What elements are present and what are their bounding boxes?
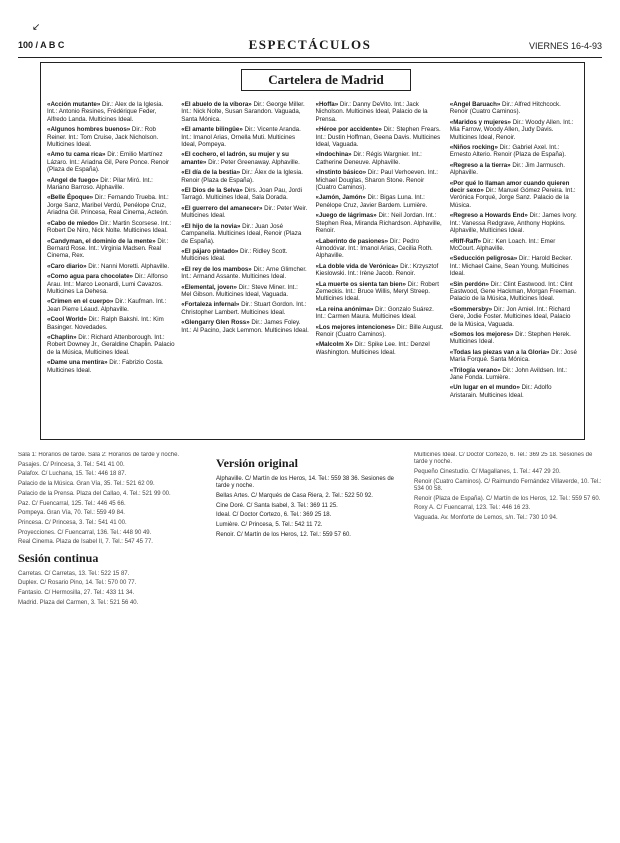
film-title: «Chaplin»	[47, 333, 77, 341]
film-entry	[47, 298, 175, 313]
film-entry	[181, 301, 309, 316]
cartelera-box	[40, 62, 585, 440]
film-entry	[47, 151, 175, 173]
theater-listing: Palacio de la Música. Gran Vía, 35. Tel.: 521 62 09.	[18, 481, 155, 488]
film-details: Dir.: Adolfo Aristarain. Multicines Ideal.	[449, 384, 552, 399]
film-entry	[181, 205, 309, 220]
film-entry	[450, 180, 578, 210]
theater-listings	[18, 452, 602, 832]
film-details: Dir.: John Avildsen. Int.: Jane Fonda. Lumière.	[449, 366, 567, 381]
film-details: Dir.: Steve Miner. Int.: Mel Gibson. Multicines Ideal, Vaguada.	[181, 283, 298, 298]
theater-listing: Renoir (Cuatro Caminos). C/ Raimundo Fernández Villaverde, 10. Tel.: 534 00 58.	[414, 478, 602, 492]
film-entry	[47, 126, 175, 148]
film-entry	[47, 194, 175, 216]
film-entry	[450, 331, 578, 346]
film-entry	[47, 220, 175, 235]
film-title: «Somos los mejores»	[449, 330, 514, 338]
version-original-title: Versión original	[216, 456, 298, 470]
film-entry	[47, 359, 175, 374]
film-entry	[316, 151, 444, 166]
film-entry	[47, 101, 175, 123]
film-entry	[47, 334, 175, 356]
film-title: «El rey de los mambos»	[181, 265, 252, 273]
film-title: «Amo tu cama rica»	[47, 151, 106, 159]
film-title: «Sin perdón»	[449, 280, 489, 288]
film-details: Dir.: Rob Reiner. Int.: Tom Cruise, Jack Nicholson. Multicines Ideal.	[47, 126, 159, 149]
header-rule	[18, 57, 602, 58]
film-title: «El pájaro pintado»	[181, 247, 239, 255]
film-details: Dirs. Joan Pau, Jordi Tarragó. Multicines Ideal, Sala Dorada.	[181, 187, 302, 202]
film-title: «El cochero, el ladrón, su mujer y su amante»	[181, 151, 289, 166]
film-title: «Hoffa»	[315, 101, 339, 108]
film-entry	[450, 238, 578, 253]
theater-listing: Real Cinema. Plaza de Isabel II, 7. Tel.: 547 45 77.	[18, 539, 153, 546]
theater-listing: Renoir (Plaza de España). C/ Martín de los Heros, 12. Tel.: 559 57 60.	[414, 495, 601, 502]
film-entry	[450, 101, 578, 116]
theater-listing: Duplex. C/ Rosario Pino, 14. Tel.: 570 00 77.	[18, 580, 137, 587]
theater-listing: Sala 1: Horarios de tarde. Sala 2: Horarios de tarde y noche.	[18, 452, 180, 458]
theater-listing: Alphaville. C/ Martín de los Heros, 14. Tel.: 559 38 36. Sesiones de tarde y noche.	[216, 476, 394, 490]
theater-listing: Carretas. C/ Carretas, 13. Tel.: 522 15 87.	[18, 570, 130, 577]
film-title: «Malcolm X»	[315, 341, 353, 349]
film-entry	[47, 273, 175, 295]
film-entry	[181, 151, 309, 166]
film-details: Dir.: Danny DeVito. Int.: Jack Nicholson. Multicines Ideal, Palacio de la Prensa.	[315, 101, 428, 123]
film-title: «La doble vida de Verónica»	[315, 262, 399, 270]
cartelera-title: Cartelera de Madrid	[241, 69, 411, 91]
film-details: Dir.: Ralph Bakshi. Int.: Kim Basinger. Novedades.	[47, 316, 164, 331]
film-title: «La reina anónima»	[315, 305, 374, 313]
film-details: Dir.: Fernando Trueba. Int.: Jorge Sanz, Maribel Verdú, Penélope Cruz, Ariadna Gil. Princesa, Real Cinema, Acteón.	[47, 194, 169, 217]
film-title: «Juego de lágrimas»	[315, 212, 377, 220]
film-title: «Laberinto de pasiones»	[315, 237, 389, 245]
film-title: «El hijo de la novia»	[181, 222, 241, 230]
cartelera-column-2	[181, 101, 309, 433]
film-details: Dir.: Stuart Gordon. Int.: Christopher Lambert. Multicines Ideal.	[181, 301, 307, 316]
film-title: «Crimen en el cuerpo»	[47, 298, 114, 306]
film-details: Dir.: Nanni Moretti. Alphaville.	[86, 262, 170, 270]
film-title: «El abuelo de la víbora»	[181, 101, 252, 108]
listings-column-1	[18, 452, 206, 832]
film-details: Dir.: Harold Becker. Int.: Michael Caine, Sean Young. Multicines Ideal.	[449, 255, 573, 278]
film-details: Dir.: James Ivory. Int.: Vanessa Redgrave, Anthony Hopkins. Alphaville, Multicines Ideal.	[449, 212, 577, 235]
film-title: «Belle Époque»	[47, 194, 94, 202]
film-entry	[181, 248, 309, 263]
film-entry	[316, 281, 444, 303]
film-entry	[450, 144, 578, 159]
film-title: «Todas las piezas van a la Gloria»	[449, 348, 550, 356]
film-title: «Regreso a Howards End»	[449, 212, 528, 220]
page-date: VIERNES 16-4-93	[528, 41, 602, 51]
theater-listing: Proyecciones. C/ Fuencarral, 136. Tel.: 448 90 49.	[18, 529, 152, 536]
film-title: «Ángel Baruach»	[449, 101, 501, 108]
film-details: Dir.: Peter Weir. Multicines Ideal.	[181, 204, 308, 220]
film-details: Dir.: Álex de la Iglesia. Renoir (Plaza de España).	[181, 169, 303, 184]
film-entry	[181, 223, 309, 245]
film-title: «Elemental, joven»	[181, 283, 237, 291]
film-entry	[316, 126, 444, 148]
theater-listing: Fantasio. C/ Hermosilla, 27. Tel.: 433 11 34.	[18, 589, 135, 596]
film-details: Dir.: Ken Loach. Int.: Emer McCourt. Alphaville.	[449, 237, 556, 252]
film-entry	[316, 324, 444, 339]
film-title: «Algunos hombres buenos»	[47, 126, 131, 134]
corner-mark: ↙	[32, 22, 41, 33]
theater-listing: Cine Doré. C/ Santa Isabel, 3. Tel.: 369 11 25.	[216, 502, 338, 509]
film-details: Dir.: James Foley. Int.: Al Pacino, Jack Lemmon. Multicines Ideal.	[181, 319, 309, 334]
film-entry	[316, 212, 444, 234]
film-details: Dir.: Régis Wargnier. Int.: Catherine Deneuve. Alphaville.	[315, 151, 422, 166]
page-number: 100 / A B C	[18, 40, 65, 50]
film-entry	[316, 101, 444, 123]
film-details: Dir.: Woody Allen. Int.: Mia Farrow, Woody Allen, Judy Davis. Multicines Ideal, Renoir.	[449, 118, 574, 141]
cartelera-column-4	[450, 101, 578, 433]
film-title: «El amante bilingüe»	[181, 126, 243, 134]
film-title: «Candyman, el dominio de la mente»	[47, 237, 156, 245]
film-entry	[181, 101, 309, 123]
film-details: Dir.: Jim Jarmusch. Alphaville.	[449, 161, 565, 177]
film-details: Dir.: Robert Zemeckis. Int.: Bruce Willis, Meryl Streep. Multicines Ideal.	[315, 280, 439, 303]
film-details: Dir.: Pedro Almodóvar. Int.: Imanol Arias, Cecilia Roth. Alphaville.	[315, 237, 433, 260]
film-entry	[316, 263, 444, 278]
film-title: «Niños rocking»	[449, 144, 498, 152]
film-title: «Seducción peligrosa»	[449, 255, 518, 263]
film-details: Dir.: Manuel Gómez Pereira. Int.: Verónica Forqué, Jorge Sanz. Palacio de la Música.	[449, 187, 576, 209]
film-title: «Jamón, Jamón»	[315, 194, 366, 202]
film-title: «El día de la bestia»	[181, 169, 241, 177]
film-entry	[450, 162, 578, 177]
film-entry	[47, 263, 175, 270]
theater-listing: Palafox. C/ Luchana, 15. Tel.: 446 18 87.	[18, 471, 127, 478]
film-details: Dir.: Spike Lee. Int.: Denzel Washington. Multicines Ideal.	[315, 341, 430, 356]
theater-listing: Multicines Ideal. C/ Doctor Cortezo, 6. Tel.: 369 25 18. Sesiones de tarde y noche.	[414, 452, 593, 466]
section-title: ESPECTÁCULOS	[248, 37, 372, 52]
film-details: Dir.: Jon Amiel. Int.: Richard Gere, Jodie Foster. Multicines Ideal, Palacio de la Música, Vaguada.	[449, 305, 571, 328]
film-entry	[316, 194, 444, 209]
film-entry	[316, 238, 444, 260]
film-title: «Trilogía verano»	[449, 366, 501, 374]
theater-listing: Pompeya. Gran Vía, 70. Tel.: 559 49 84.	[18, 510, 125, 517]
film-entry	[181, 126, 309, 148]
film-entry	[316, 341, 444, 356]
theater-listing: Palacio de la Prensa. Plaza del Callao, 4. Tel.: 521 99 00.	[18, 490, 171, 497]
film-title: «El Dios de la Selva»	[181, 187, 243, 195]
film-details: Dir.: Pilar Miró. Int.: Mariano Barroso. Alphaville.	[47, 176, 153, 192]
film-details: Dir.: Stephen Frears. Int.: Dustin Hoffman, Geena Davis. Multicines Ideal, Vaguada.	[315, 126, 441, 149]
film-entry	[181, 187, 309, 202]
film-title: «Regreso a la tierra»	[449, 161, 511, 169]
film-details: Dir.: George Miller. Int.: Nick Nolte, Susan Sarandon. Vaguada, Santa Mónica.	[181, 101, 305, 123]
film-title: «Glengarry Glen Ross»	[181, 319, 250, 327]
film-details: Dir.: José María Forqué. Santa Mónica.	[449, 348, 577, 364]
film-title: «Los mejores intenciones»	[315, 323, 395, 331]
film-entry	[181, 284, 309, 299]
film-details: Dir.: Stephen Herek. Multicines Ideal.	[449, 330, 571, 346]
listings-column-2	[216, 452, 404, 832]
theater-listing: Renoir. C/ Martín de los Heros, 12. Tel.: 559 57 60.	[216, 531, 351, 538]
film-title: «Fortaleza infernal»	[181, 301, 240, 309]
film-entry	[181, 319, 309, 334]
film-entry	[450, 119, 578, 141]
film-entry	[450, 212, 578, 234]
film-title: «Caro diario»	[47, 262, 87, 270]
film-entry	[450, 306, 578, 328]
theater-listing: Roxy A. C/ Fuencarral, 123. Tel.: 446 16 23.	[414, 505, 531, 512]
film-entry	[450, 367, 578, 382]
film-title: «Como agua para chocolate»	[47, 273, 133, 281]
film-details: Dir.: Álex de la Iglesia. Int.: Antonio Resines, Frédérique Feder, Alfredo Landa. Multicines Ideal.	[47, 101, 164, 123]
film-title: «Cabo de miedo»	[47, 219, 99, 227]
theater-listing: Vaguada. Av. Monforte de Lemos, s/n. Tel.: 730 10 94.	[414, 514, 558, 521]
film-details: Dir.: Kaufman. Int.: Jean Pierre Léaud. Alphaville.	[47, 298, 167, 313]
film-entry	[47, 238, 175, 260]
cartelera-columns	[47, 101, 578, 433]
film-details: Dir.: Bigas Luna. Int.: Penélope Cruz, Javier Bardem. Lumière.	[315, 194, 428, 209]
film-title: «Sommersby»	[449, 305, 493, 313]
listings-column-3	[414, 452, 602, 832]
film-entry	[181, 266, 309, 281]
film-entry	[181, 169, 309, 184]
film-details: Dir.: Peter Greenaway. Alphaville.	[206, 158, 300, 166]
theater-listing: Pequeño Cinestudio. C/ Magallanes, 1. Tel.: 447 29 20.	[414, 468, 561, 475]
film-title: «La muerte os sienta tan bien»	[315, 280, 406, 288]
film-title: «Héroe por accidente»	[315, 126, 382, 134]
film-details: Dir.: Vicente Aranda. Int.: Imanol Arias, Ornella Muti. Multicines Ideal, Pompeya.	[181, 126, 301, 149]
film-details: Dir.: Neil Jordan. Int.: Stephen Rea, Miranda Richardson. Alphaville, Renoir.	[315, 212, 442, 235]
film-details: Dir.: Gonzalo Suárez. Int.: Carmen Maura. Multicines Ideal.	[315, 305, 434, 321]
film-title: «Un lugar en el mundo»	[449, 384, 520, 392]
film-details: Dir.: Ridley Scott. Multicines Ideal.	[181, 247, 288, 263]
film-title: «Indochina»	[315, 151, 352, 159]
film-details: Dir.: Martin Scorsese. Int.: Robert De Niro, Nick Nolte. Multicines Ideal.	[47, 219, 172, 235]
film-details: Dir.: Alfred Hitchcock. Renoir (Cuatro Caminos).	[449, 101, 561, 116]
film-title: «Maridos y mujeres»	[449, 118, 511, 126]
film-entry	[450, 255, 578, 277]
film-entry	[450, 349, 578, 364]
film-entry	[316, 306, 444, 321]
theater-listing: Madrid. Plaza del Carmen, 3. Tel.: 521 56 40.	[18, 599, 139, 606]
theater-listing: Princesa. C/ Princesa, 3. Tel.: 541 41 00.	[18, 519, 127, 526]
film-entry	[47, 316, 175, 331]
theater-listing: Bellas Artes. C/ Marqués de Casa Riera, 2. Tel.: 522 50 92.	[216, 492, 373, 499]
film-entry	[316, 169, 444, 191]
theater-listing: Pasajes. C/ Princesa, 3. Tel.: 541 41 00.	[18, 461, 125, 468]
film-details: Dir.: Richard Attenborough. Int.: Robert Downey Jr., Geraldine Chaplin. Palacio de la Música, Multicines Ideal.	[47, 333, 175, 356]
film-title: «Por qué lo llaman amor cuando quieren decir sexo»	[449, 179, 570, 195]
film-title: «Instinto básico»	[315, 169, 367, 177]
sesion-continua-title: Sesión continua	[18, 550, 99, 565]
film-entry	[450, 384, 578, 399]
film-details: Dir.: Juan José Campanella. Multicines Ideal, Renoir (Plaza de España).	[181, 222, 302, 245]
film-details: Dir.: Bernard Rose. Int.: Virginia Madsen. Real Cinema, Rex.	[47, 237, 169, 260]
film-entry	[450, 281, 578, 303]
film-entry	[47, 177, 175, 192]
film-details: Dir.: Fabrizio Costa. Multicines Ideal.	[47, 359, 164, 374]
page-header	[18, 37, 602, 54]
film-details: Dir.: Emilio Martínez Lázaro. Int.: Ariadna Gil, Pere Ponce. Renoir (Plaza de España).	[47, 151, 170, 174]
cartelera-column-3	[316, 101, 444, 433]
film-details: Dir.: Arne Glimcher. Int.: Armand Assante. Multicines Ideal.	[181, 265, 307, 281]
film-details: Dir.: Clint Eastwood. Int.: Clint Eastwood, Gene Hackman, Morgan Freeman. Palacio de la Música, Multicines Ideal.	[449, 280, 576, 303]
film-title: «Dame una mentira»	[47, 359, 108, 367]
cartelera-column-1	[47, 101, 175, 433]
film-title: «Acción mutante»	[47, 101, 101, 108]
film-details: Dir.: Paul Verhoeven. Int.: Michael Douglas, Sharon Stone. Renoir (Cuatro Caminos).	[315, 169, 438, 192]
film-details: Dir.: Gabriel Axel. Int.: Ernesto Alterio. Renoir (Plaza de España).	[449, 144, 566, 159]
theater-listing: Ideal. C/ Doctor Cortezo, 6. Tel.: 369 25 18.	[216, 512, 332, 519]
film-details: Dir.: Alfonso Arau. Int.: Marco Leonardi, Lumi Cavazos. Multicines La Dehesa.	[47, 273, 168, 295]
film-title: «Angel de fuego»	[47, 176, 99, 184]
film-details: Dir.: Bille August. Renoir (Cuatro Caminos).	[315, 323, 444, 338]
film-title: «Cool World»	[47, 316, 87, 324]
film-title: «El guerrero del amanecer»	[181, 204, 263, 212]
theater-listing: Lumière. C/ Princesa, 5. Tel.: 542 11 72.	[216, 522, 323, 529]
film-details: Dir.: Krzysztof Kieslowski. Int.: Irène Jacob. Renoir.	[315, 262, 439, 278]
film-title: «Riff-Raff»	[449, 237, 482, 245]
theater-listing: Paz. C/ Fuencarral, 125. Tel.: 446 45 66.	[18, 500, 126, 507]
